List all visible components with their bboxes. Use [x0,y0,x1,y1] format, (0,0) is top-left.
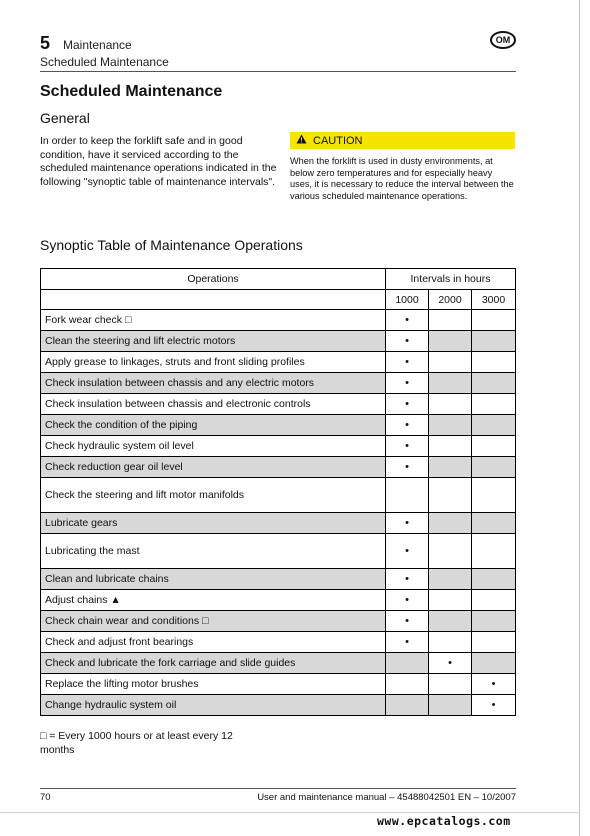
table-row [41,331,516,352]
warning-triangle-icon [296,134,308,147]
interval-cell-3000 [472,457,516,478]
interval-cell-2000 [429,653,472,674]
manual-reference: User and maintenance manual – 45488042501 EN – 10/2007 [257,792,516,803]
interval-cell-3000 [472,632,516,653]
operation-cell: Fork wear check □ [41,310,386,331]
header-divider [40,71,516,72]
interval-3000-header: 3000 [472,290,516,310]
interval-mark: • [405,440,409,452]
interval-cell-3000 [472,674,516,695]
operation-cell: Apply grease to linkages, struts and front sliding profiles [41,352,386,373]
interval-mark: • [491,678,496,690]
interval-mark: • [405,314,409,326]
table-row [41,310,516,331]
interval-cell-2000 [429,415,472,436]
table-row [41,611,516,632]
interval-cell-3000 [472,513,516,534]
interval-cell-3000 [472,590,516,611]
maintenance-table [40,268,516,716]
intervals-header: Intervals in hours [386,269,516,290]
operation-cell: Check the steering and lift motor manifolds [41,478,386,513]
interval-mark: • [405,545,409,557]
interval-cell-3000 [472,436,516,457]
interval-mark: • [405,335,409,347]
interval-mark: • [491,699,496,711]
interval-cell-2000 [429,331,472,352]
interval-cell-1000 [386,611,429,632]
interval-mark: • [405,377,409,389]
interval-cell-1000 [386,310,429,331]
table-row [41,695,516,716]
interval-cell-2000 [429,436,472,457]
table-row [41,415,516,436]
table-row [41,569,516,590]
interval-mark: • [405,517,409,529]
legend-note: □ = Every 1000 hours or at least every 12 months [40,730,233,756]
interval-cell-3000 [472,373,516,394]
interval-cell-2000 [429,457,472,478]
interval-mark: • [405,419,409,431]
operation-cell: Adjust chains ▲ [41,590,386,611]
table-row [41,632,516,653]
table-heading: Synoptic Table of Maintenance Operations [40,237,303,253]
operations-header: Operations [41,269,386,290]
interval-mark: • [405,461,409,473]
operation-cell: Check insulation between chassis and electronic controls [41,394,386,415]
blank-header-cell [41,290,386,310]
interval-cell-1000 [386,513,429,534]
interval-cell-3000 [472,695,516,716]
operation-cell: Replace the lifting motor brushes [41,674,386,695]
interval-cell-2000 [429,513,472,534]
operation-cell: Check and adjust front bearings [41,632,386,653]
interval-cell-2000 [429,632,472,653]
interval-cell-1000 [386,674,429,695]
table-row [41,590,516,611]
interval-cell-2000 [429,569,472,590]
chapter-number: 5 [40,33,51,53]
operation-cell: Lubricating the mast [41,534,386,569]
interval-mark: • [448,657,452,669]
interval-cell-3000 [472,394,516,415]
interval-cell-2000 [429,534,472,569]
operation-cell: Check and lubricate the fork carriage and slide guides [41,653,386,674]
table-row [41,436,516,457]
chapter-title: Maintenance [63,38,132,52]
interval-cell-2000 [429,352,472,373]
table-body [41,310,516,716]
interval-cell-1000 [386,415,429,436]
operation-cell: Clean and lubricate chains [41,569,386,590]
interval-cell-3000 [472,415,516,436]
interval-cell-1000 [386,457,429,478]
interval-cell-2000 [429,394,472,415]
interval-2000-header: 2000 [429,290,472,310]
table-row [41,653,516,674]
interval-cell-3000 [472,534,516,569]
interval-cell-3000 [472,653,516,674]
interval-mark: • [405,356,409,368]
interval-cell-2000 [429,373,472,394]
interval-cell-1000 [386,352,429,373]
interval-cell-1000 [386,653,429,674]
section-title: Scheduled Maintenance [40,55,169,69]
interval-cell-2000 [429,590,472,611]
interval-cell-1000 [386,436,429,457]
operation-cell: Clean the steering and lift electric motors [41,331,386,352]
table-row [41,674,516,695]
interval-cell-2000 [429,310,472,331]
operation-cell: Lubricate gears [41,513,386,534]
interval-cell-1000 [386,569,429,590]
general-heading: General [40,110,90,126]
interval-cell-3000 [472,569,516,590]
interval-mark: • [405,615,409,627]
table-row [41,478,516,513]
interval-1000-header: 1000 [386,290,429,310]
table-row [41,394,516,415]
caution-title: CAUTION [313,134,363,147]
interval-cell-2000 [429,611,472,632]
interval-cell-2000 [429,695,472,716]
operation-cell: Change hydraulic system oil [41,695,386,716]
intro-paragraph: In order to keep the forklift safe and in good condition, have it serviced according to the scheduled maintenance operations indicated in the following "synoptic table of maintenance intervals". [40,135,277,188]
table-row [41,534,516,569]
caution-banner [290,132,515,149]
table-row [41,513,516,534]
interval-cell-1000 [386,394,429,415]
interval-cell-1000 [386,331,429,352]
table-row [41,373,516,394]
table-row [41,352,516,373]
interval-cell-3000 [472,310,516,331]
page-edge-bottom [0,812,580,813]
caution-text: When the forklift is used in dusty environments, at below zero temperatures and for especially heavy uses, it is necessary to reduce the interval between the various scheduled maintenance operations. [290,156,514,201]
watermark-url: www.epcatalogs.com [377,814,511,828]
interval-cell-1000 [386,590,429,611]
operation-cell: Check chain wear and conditions □ [41,611,386,632]
interval-cell-1000 [386,373,429,394]
footer-divider [40,788,516,789]
operation-cell: Check the condition of the piping [41,415,386,436]
page-edge-right [579,0,580,836]
interval-mark: • [405,573,409,585]
interval-mark: • [405,594,409,606]
interval-cell-1000 [386,632,429,653]
operation-cell: Check hydraulic system oil level [41,436,386,457]
interval-cell-3000 [472,478,516,513]
interval-mark: • [405,636,409,648]
interval-cell-2000 [429,674,472,695]
om-logo: OM [490,31,516,49]
interval-cell-1000 [386,478,429,513]
interval-cell-3000 [472,352,516,373]
interval-cell-2000 [429,478,472,513]
operation-cell: Check reduction gear oil level [41,457,386,478]
operation-cell: Check insulation between chassis and any electric motors [41,373,386,394]
page-title: Scheduled Maintenance [40,83,223,100]
page-number: 70 [40,792,51,803]
interval-cell-1000 [386,534,429,569]
interval-cell-3000 [472,331,516,352]
interval-mark: • [405,398,409,410]
interval-cell-3000 [472,611,516,632]
table-row [41,457,516,478]
interval-cell-1000 [386,695,429,716]
